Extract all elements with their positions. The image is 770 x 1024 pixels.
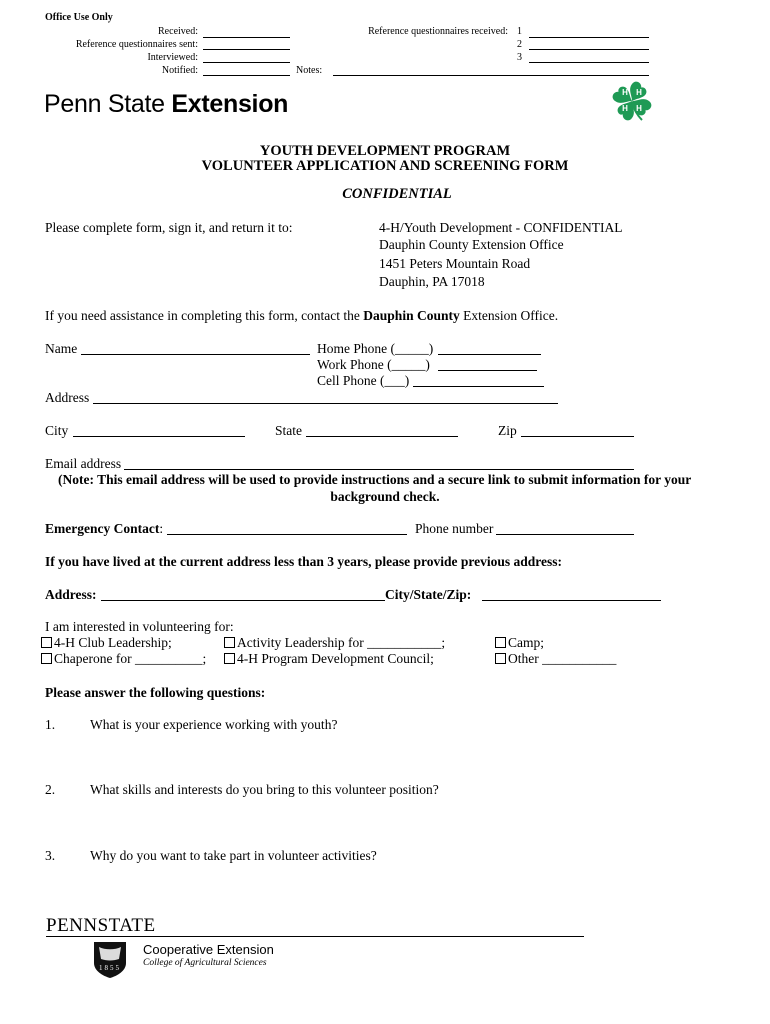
return-address-line-3: 1451 Peters Mountain Road [379, 256, 531, 271]
return-address-line-4: Dauphin, PA 17018 [379, 274, 485, 289]
ref-line-3[interactable] [529, 62, 649, 63]
name-field[interactable] [81, 354, 310, 355]
other-label: Other ___________ [508, 651, 617, 666]
received-label: Received: [158, 26, 198, 37]
shield-year: 1855 [99, 964, 121, 972]
work-phone-field[interactable] [438, 370, 537, 371]
option-camp[interactable] [495, 635, 544, 651]
phone-number-label: Phone number [415, 521, 494, 536]
question-1-number: 1. [45, 717, 56, 732]
assistance-text [45, 308, 558, 324]
confidential-label: CONFIDENTIAL [342, 186, 452, 202]
return-address-line-1: 4-H/Youth Development - CONFIDENTIAL [379, 220, 623, 235]
ref-sent-label: Reference questionnaires sent: [75, 39, 198, 50]
footer-pennstate-wordmark: PENNSTATE [46, 915, 156, 936]
previous-address-prompt: If you have lived at the current address less than 3 years, please provide previous address: [45, 554, 563, 569]
club-leadership-label: 4-H Club Leadership; [54, 635, 172, 650]
state-field[interactable] [306, 436, 458, 437]
ref-received-label: Reference questionnaires received: [368, 26, 508, 37]
phone-number-field[interactable] [496, 534, 634, 535]
option-program-development[interactable] [224, 651, 434, 667]
clover-letter-4: H [636, 104, 642, 113]
option-other[interactable] [495, 651, 616, 667]
notes-label: Notes: [296, 65, 323, 76]
address-field[interactable] [93, 403, 558, 404]
activity-leadership-label: Activity Leadership for ___________; [237, 635, 446, 650]
email-note: (Note: This email address will be used to provide instructions and a secure link to submit information for your [58, 472, 692, 487]
emergency-contact-text: Emergency Contact [45, 521, 160, 536]
penn-state-shield-icon [93, 941, 127, 979]
option-activity-leadership[interactable] [224, 635, 445, 651]
prev-city-state-zip-label: City/State/Zip: [385, 587, 472, 602]
home-phone-label: Home Phone (_____) [317, 341, 434, 356]
name-label: Name [45, 341, 78, 356]
prev-address-label: Address: [45, 587, 97, 602]
cell-phone-label: Cell Phone (___) [317, 373, 410, 388]
notified-line[interactable] [203, 75, 290, 76]
question-3-text: Why do you want to take part in volunteer activities? [90, 848, 377, 863]
question-2-number: 2. [45, 782, 56, 797]
return-instruction: Please complete form, sign it, and return it to: [45, 220, 293, 235]
option-chaperone[interactable] [41, 651, 206, 667]
emergency-contact-colon: : [159, 521, 164, 536]
activity-leadership-checkbox[interactable] [224, 637, 235, 648]
prev-address-field[interactable] [101, 600, 385, 601]
state-label: State [275, 423, 302, 438]
clover-letter-2: H [636, 88, 642, 97]
cell-phone-field[interactable] [413, 386, 544, 387]
interviewed-label: Interviewed: [147, 52, 198, 63]
email-field[interactable] [124, 469, 634, 470]
assistance-pre: If you need assistance in completing this form, contact the [45, 308, 360, 323]
clover-letter-3: H [622, 104, 628, 113]
program-development-checkbox[interactable] [224, 653, 235, 664]
notes-line[interactable] [333, 75, 649, 76]
city-label: City [45, 423, 69, 438]
footer-college: College of Agricultural Sciences [143, 958, 267, 968]
questions-heading: Please answer the following questions: [45, 685, 266, 700]
address-label: Address [45, 390, 90, 405]
emergency-contact-field[interactable] [167, 534, 407, 535]
chaperone-checkbox[interactable] [41, 653, 52, 664]
question-1-text: What is your experience working with youth? [90, 717, 338, 732]
emergency-contact-label [45, 521, 163, 537]
footer-cooperative-extension: Cooperative Extension [143, 942, 274, 957]
header-line-2: VOLUNTEER APPLICATION AND SCREENING FORM [201, 158, 569, 174]
ref-sent-line[interactable] [203, 49, 290, 50]
assistance-county: Dauphin County [363, 308, 460, 323]
prev-city-state-zip-field[interactable] [482, 600, 661, 601]
home-phone-field[interactable] [438, 354, 541, 355]
question-3-number: 3. [45, 848, 56, 863]
assistance-post: Extension Office. [463, 308, 559, 323]
city-field[interactable] [73, 436, 245, 437]
notified-label: Notified: [161, 65, 198, 76]
email-note-continued: background check. [330, 489, 440, 504]
interests-intro: I am interested in volunteering for: [45, 619, 234, 634]
interviewed-line[interactable] [203, 62, 290, 63]
four-h-clover-icon [608, 78, 658, 128]
zip-label: Zip [498, 423, 517, 438]
option-club-leadership[interactable] [41, 635, 172, 651]
other-checkbox[interactable] [495, 653, 506, 664]
ref-line-1[interactable] [529, 37, 649, 38]
clover-letter-1: H [622, 88, 628, 97]
chaperone-label: Chaperone for __________; [54, 651, 207, 666]
work-phone-label: Work Phone (_____) [317, 357, 430, 372]
ref-num-2: 2 [517, 39, 522, 50]
logo-penn-state: Penn State [44, 90, 165, 118]
footer-divider [46, 936, 584, 937]
penn-state-extension-logo [44, 90, 288, 119]
ref-num-3: 3 [517, 52, 522, 63]
return-address-line-2: Dauphin County Extension Office [379, 237, 564, 252]
camp-label: Camp; [508, 635, 544, 650]
office-use-title: Office Use Only [45, 12, 113, 23]
received-line[interactable] [203, 37, 290, 38]
question-2-text: What skills and interests do you bring to this volunteer position? [90, 782, 439, 797]
ref-num-1: 1 [517, 26, 522, 37]
club-leadership-checkbox[interactable] [41, 637, 52, 648]
ref-line-2[interactable] [529, 49, 649, 50]
program-development-label: 4-H Program Development Council; [237, 651, 434, 666]
logo-extension: Extension [171, 90, 289, 118]
header-line-1: YOUTH DEVELOPMENT PROGRAM [259, 143, 511, 159]
zip-field[interactable] [521, 436, 634, 437]
camp-checkbox[interactable] [495, 637, 506, 648]
email-label: Email address [45, 456, 122, 471]
